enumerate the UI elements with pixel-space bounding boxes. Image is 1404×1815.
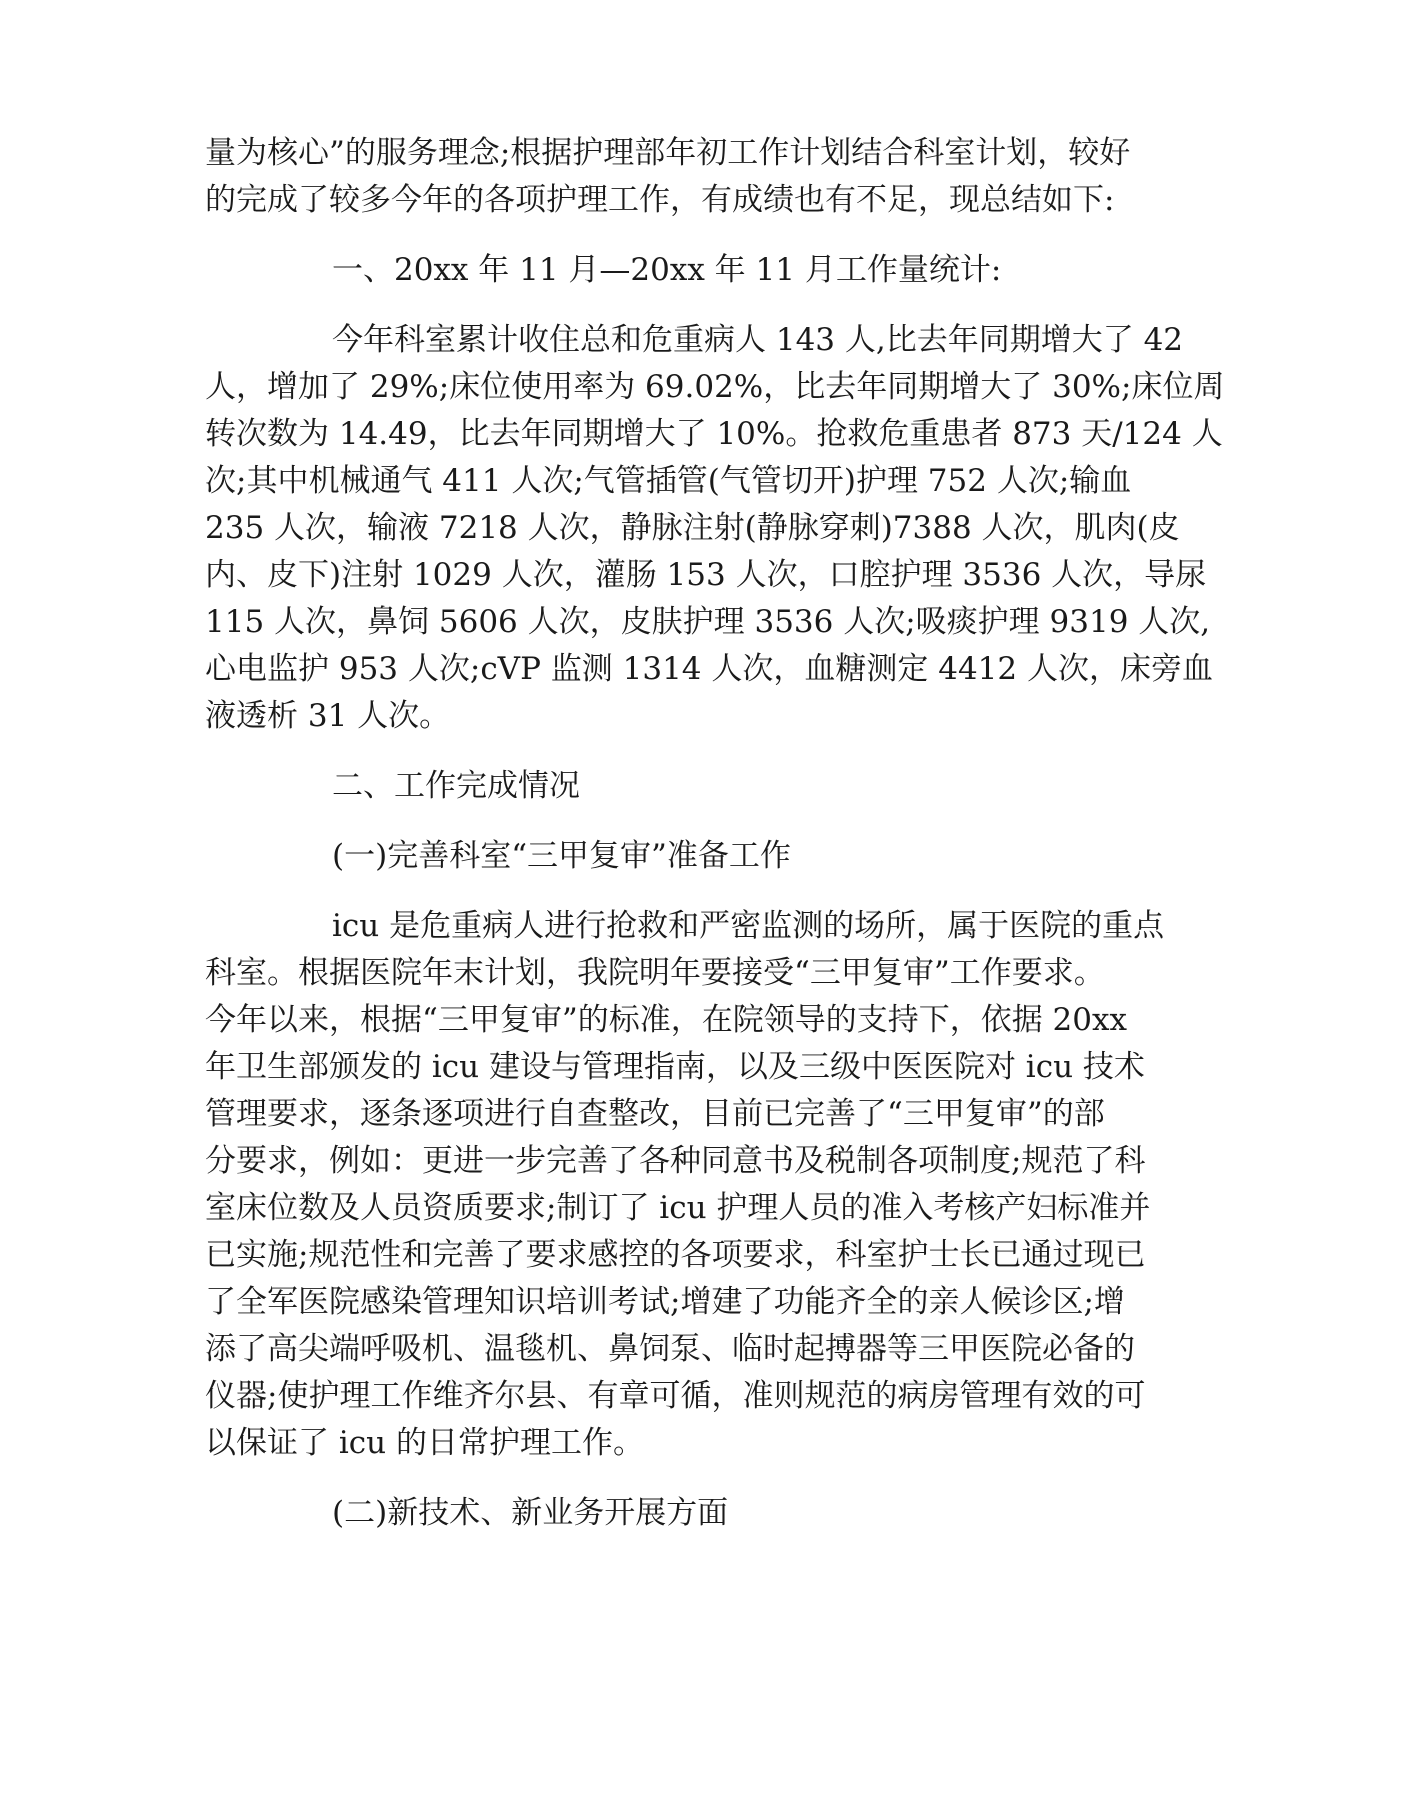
section1-heading: 一、20xx 年 11 月—20xx 年 11 月工作量统计:: [332, 252, 1002, 288]
section1-line: 235 人次，输液 7218 人次，静脉注射(静脉穿刺)7388 人次，肌肉(皮: [205, 510, 1180, 546]
sub1-line: icu 是危重病人进行抢救和严密监测的场所，属于医院的重点: [332, 908, 1165, 944]
intro-paragraph: [205, 130, 1225, 224]
section2-heading: 二、工作完成情况: [332, 768, 580, 804]
section1-line: 115 人次，鼻饲 5606 人次，皮肤护理 3536 人次;吸痰护理 9319 人次,: [205, 604, 1211, 640]
intro-line: 的完成了较多今年的各项护理工作，有成绩也有不足，现总结如下:: [205, 182, 1115, 218]
section1-line: 今年科室累计收住总和危重病人 143 人,比去年同期增大了 42: [332, 322, 1184, 358]
sub1-line: 科室。根据医院年末计划，我院明年要接受“三甲复审”工作要求。: [205, 955, 1105, 991]
document-body: [205, 130, 1225, 1537]
sub2-heading: (二)新技术、新业务开展方面: [332, 1495, 729, 1531]
section1-line: 心电监护 953 人次;cVP 监测 1314 人次，血糖测定 4412 人次，床旁血: [205, 651, 1213, 687]
sub1-heading: (一)完善科室“三甲复审”准备工作: [332, 838, 791, 874]
section1-line: 液透析 31 人次。: [205, 698, 451, 734]
sub1-line: 以保证了 icu 的日常护理工作。: [205, 1425, 644, 1461]
sub1-line: 了全军医院感染管理知识培训考试;增建了功能齐全的亲人候诊区;增: [205, 1284, 1125, 1320]
sub1-line: 已实施;规范性和完善了要求感控的各项要求，科室护士长已通过现已: [205, 1237, 1146, 1273]
sub1-line: 分要求，例如：更进一步完善了各种同意书及税制各项制度;规范了科: [205, 1143, 1146, 1179]
section1-heading-paragraph: [205, 247, 1225, 294]
section1-line: 次;其中机械通气 411 人次;气管插管(气管切开)护理 752 人次;输血: [205, 463, 1132, 499]
sub1-body-paragraph: [205, 903, 1225, 1467]
sub2-heading-paragraph: [205, 1490, 1225, 1537]
sub1-line: 管理要求，逐条逐项进行自查整改，目前已完善了“三甲复审”的部: [205, 1096, 1105, 1132]
sub1-line: 室床位数及人员资质要求;制订了 icu 护理人员的准入考核产妇标准并: [205, 1190, 1151, 1226]
section1-body-paragraph: [205, 317, 1225, 740]
section2-heading-paragraph: [205, 763, 1225, 810]
section1-line: 转次数为 14.49，比去年同期增大了 10%。抢救危重患者 873 天/124 人: [205, 416, 1223, 452]
sub1-heading-paragraph: [205, 833, 1225, 880]
sub1-line: 仪器;使护理工作维齐尔县、有章可循，准则规范的病房管理有效的可: [205, 1378, 1146, 1414]
sub1-line: 年卫生部颁发的 icu 建设与管理指南，以及三级中医医院对 icu 技术: [205, 1049, 1145, 1085]
sub1-line: 添了高尖端呼吸机、温毯机、鼻饲泵、临时起搏器等三甲医院必备的: [205, 1331, 1135, 1367]
section1-line: 内、皮下)注射 1029 人次，灌肠 153 人次，口腔护理 3536 人次，导尿: [205, 557, 1207, 593]
intro-line: 量为核心”的服务理念;根据护理部年初工作计划结合科室计划，较好: [205, 135, 1131, 171]
sub1-line: 今年以来，根据“三甲复审”的标准，在院领导的支持下，依据 20xx: [205, 1002, 1127, 1038]
section1-line: 人，增加了 29%;床位使用率为 69.02%，比去年同期增大了 30%;床位周: [205, 369, 1225, 405]
